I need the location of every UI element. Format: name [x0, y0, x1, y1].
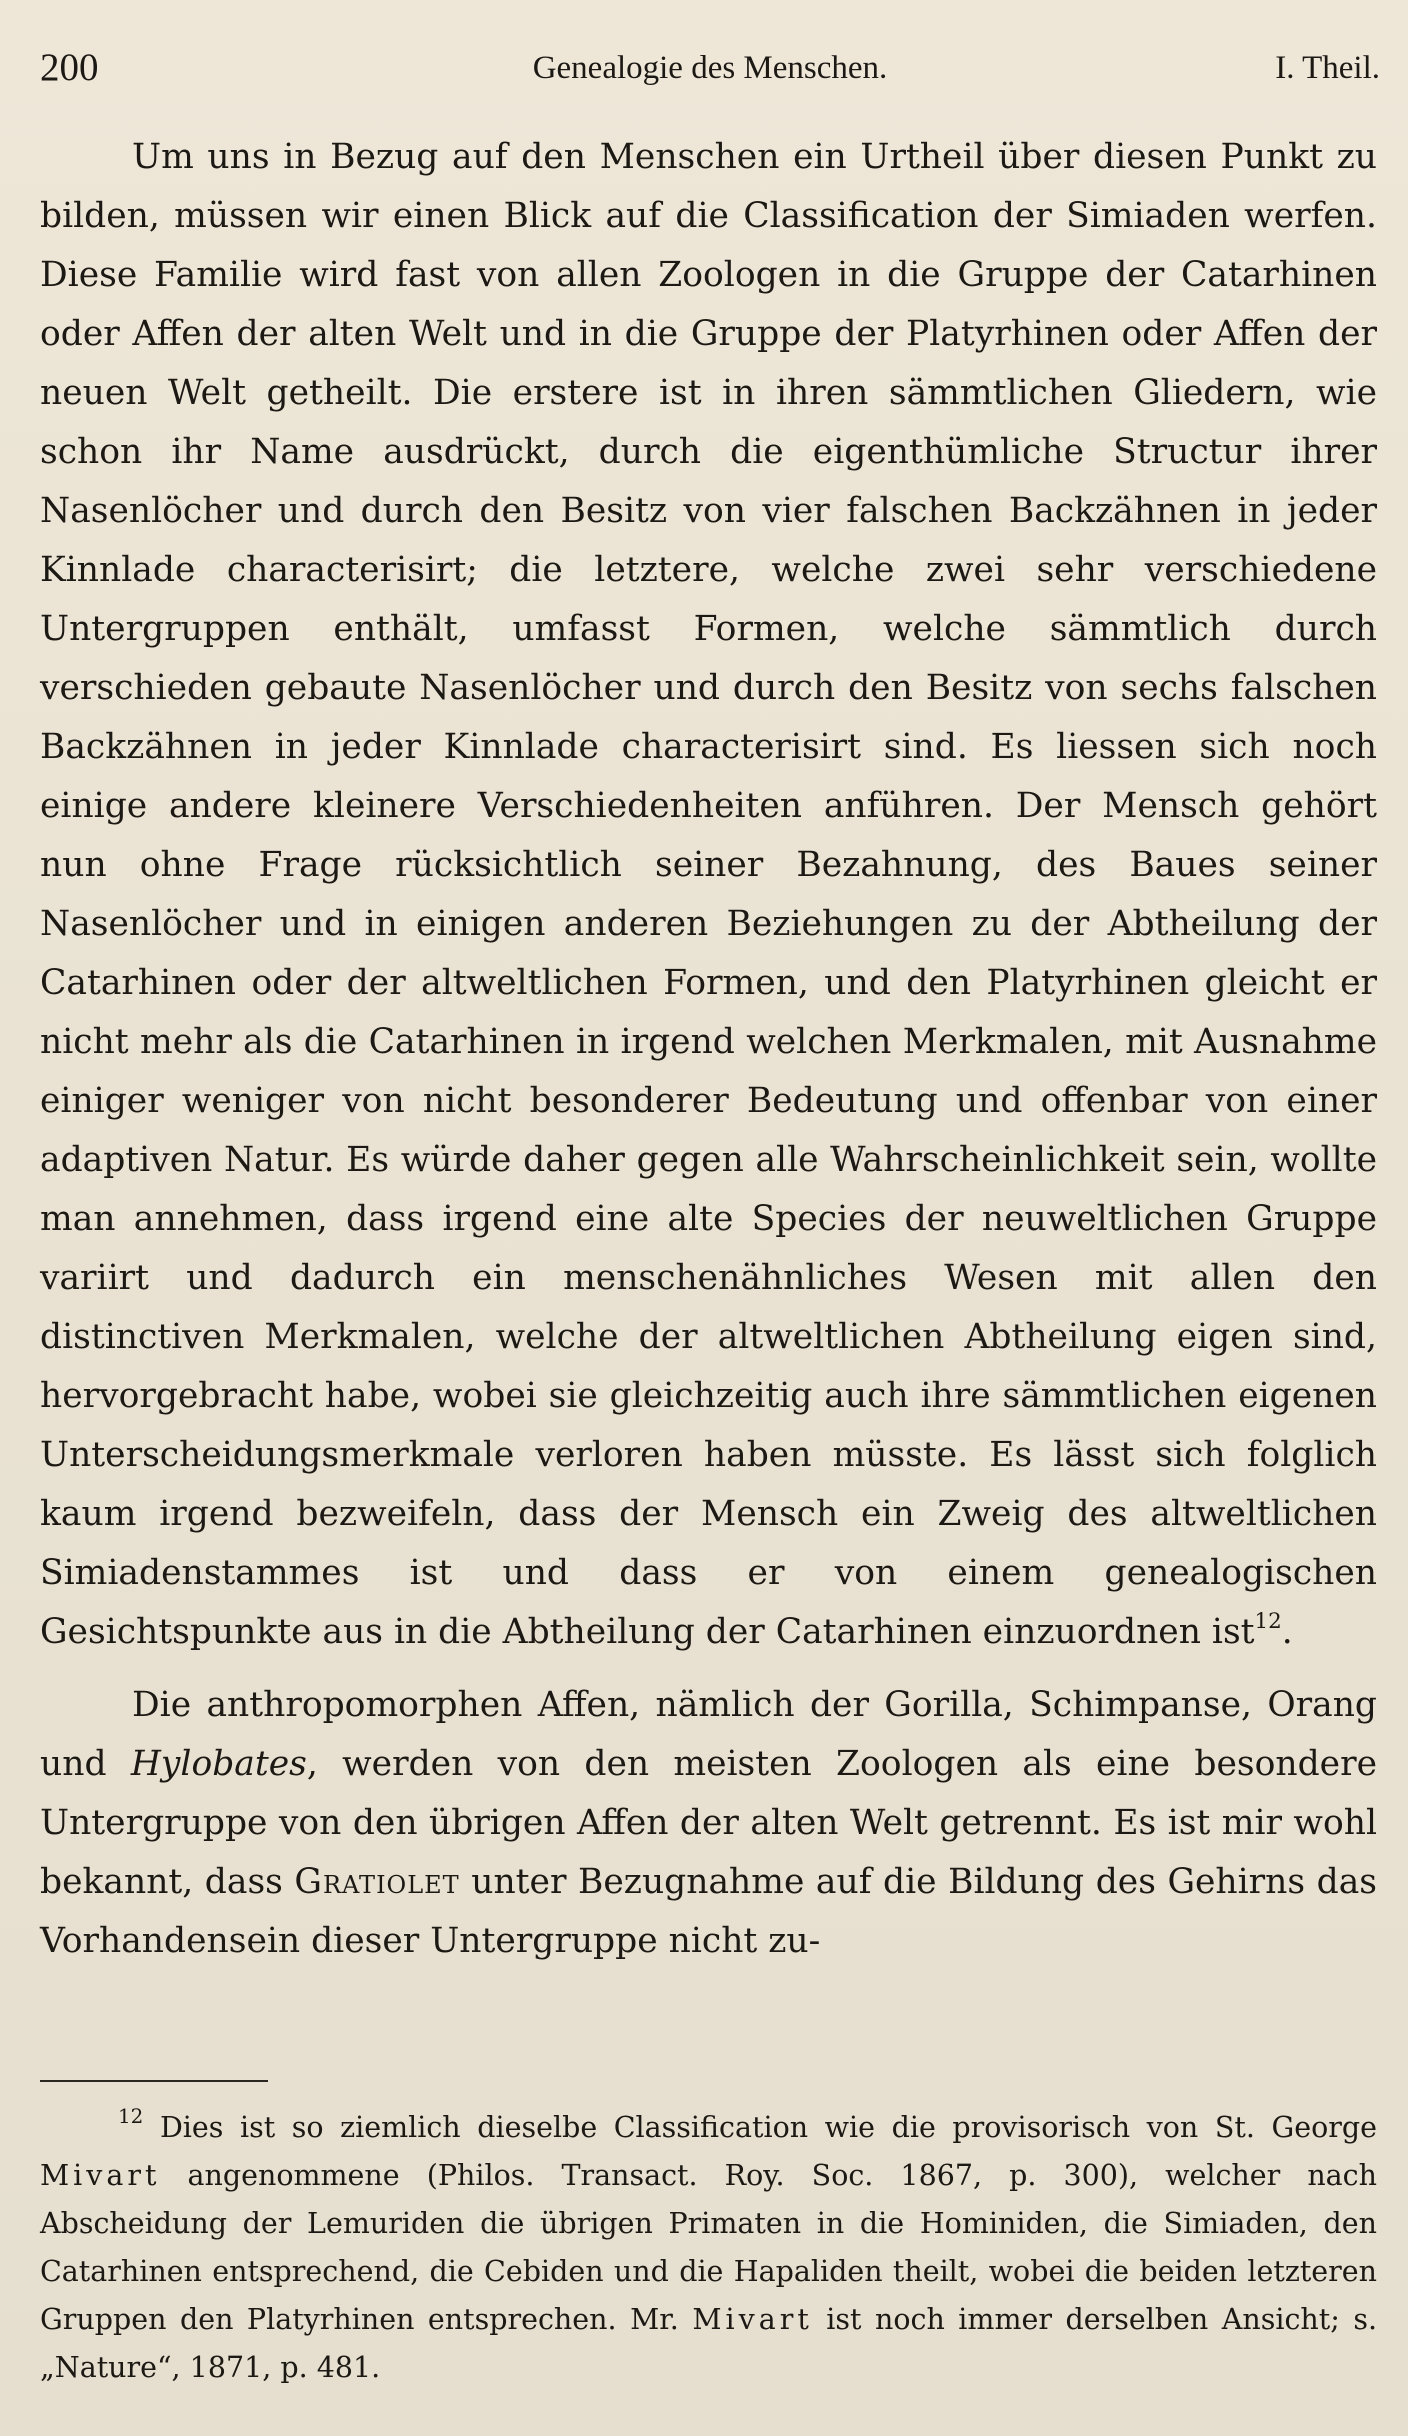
author-name-mivart-2: Mivart [692, 2303, 813, 2336]
paragraph-1-text: Um uns in Bezug auf den Menschen ein Urtheil über diesen Punkt zu bilden, müssen wir einen Blick auf die Classification der Simiaden werfen. Diese Familie wird fast von allen Zoologen in die Gruppe der Catarhinen oder Affen der alten Welt und in die Gruppe der Platyrhinen oder Affen der neuen Welt getheilt. Die erstere ist in ihren sämmtlichen Gliedern, wie schon ihr Name ausdrückt, durch die eigenthümliche Structur ihrer Nasenlöcher und durch den Besitz von vier falschen Backzähnen in jeder Kinnlade characterisirt; die letztere, welche zwei sehr verschiedene Untergruppen enthält, umfasst Formen, welche sämmtlich durch verschieden gebaute Nasenlöcher und durch den Besitz von sechs falschen Backzähnen in jeder Kinnlade characterisirt sind. Es liessen sich noch einige andere kleinere Verschiedenheiten anführen. Der Mensch gehört nun ohne Frage rücksichtlich seiner Bezahnung, des Baues seiner Nasenlöcher und in einigen anderen Beziehungen zu der Abtheilung der Catarhinen oder der altweltlichen Formen, und den Platyrhinen gleicht er nicht mehr als die Catarhinen in irgend welchen Merkmalen, mit Ausnahme einiger weniger von nicht besonderer Bedeutung und offenbar von einer adaptiven Natur. Es würde daher gegen alle Wahrscheinlichkeit sein, wollte man annehmen, dass irgend eine alte Species der neuweltlichen Gruppe variirt und dadurch ein menschenähnliches Wesen mit allen den distinctiven Merkmalen, welche der altweltlichen Abtheilung eigen sind, hervorgebracht habe, wobei sie gleichzeitig auch ihre sämmtlichen eigenen Unterscheidungsmerkmale verloren haben müsste. Es lässt sich folglich kaum irgend bezweifeln, dass der Mensch ein Zweig des altweltlichen Simiadenstammes ist und dass er von einem genealogischen Gesichtspunkte aus in die Abtheilung der Catarhinen einzuordnen ist [40, 137, 1377, 1652]
footnote-text-b: angenommene (Philos. Transact. Roy. Soc. 1867, p. 300), welcher nach Abscheidung der Lemuriden die übrigen Primaten in die Hominiden, die Simiaden, den Catarhinen entsprechend, die Cebiden und die Hapaliden theilt, wobei die beiden letzteren Gruppen den Platyrhinen entsprechen. Mr. [40, 2159, 1377, 2336]
footnote-text-c: ist noch immer derselben Ansicht; s. „Nature“, 1871, p. 481. [40, 2303, 1378, 2384]
footnote-reference[interactable]: 12 [1254, 1609, 1282, 1635]
paragraph-2-text-c: unter Bezugnahme auf die Bildung des Gehirns das Vorhandensein dieser Untergruppe nicht zu- [40, 1862, 1377, 1961]
author-name-gratiolet: Gratiolet [294, 1862, 460, 1902]
paragraph-2-text-a: Die anthropomorphen Affen, nämlich der Gorilla, Schimpanse, Orang und [40, 1685, 1377, 1784]
page-number: 200 [40, 46, 99, 89]
main-text [40, 128, 1377, 1971]
footnote-divider [40, 2080, 268, 2082]
footnote-text-a: Dies ist so ziemlich dieselbe Classification wie die provisorisch von St. George [143, 2111, 1377, 2144]
paragraph-1 [40, 128, 1377, 1662]
genus-name-italic: Hylobates [130, 1744, 307, 1784]
paragraph-1-end: . [1281, 1612, 1293, 1652]
footnote-number: 12 [118, 2104, 144, 2129]
footnote-12 [40, 2104, 1377, 2392]
author-name-mivart-1: Mivart [40, 2159, 161, 2192]
page-header [40, 38, 1380, 98]
section-label: I. Theil. [1275, 50, 1380, 86]
paragraph-2 [40, 1676, 1377, 1971]
running-title: Genealogie des Menschen. [532, 50, 888, 86]
paragraph-2-text-b: , werden von den meisten Zoologen als eine besondere Untergruppe von den übrigen Affen der alten Welt getrennt. Es ist mir wohl bekannt, dass [40, 1744, 1377, 1902]
